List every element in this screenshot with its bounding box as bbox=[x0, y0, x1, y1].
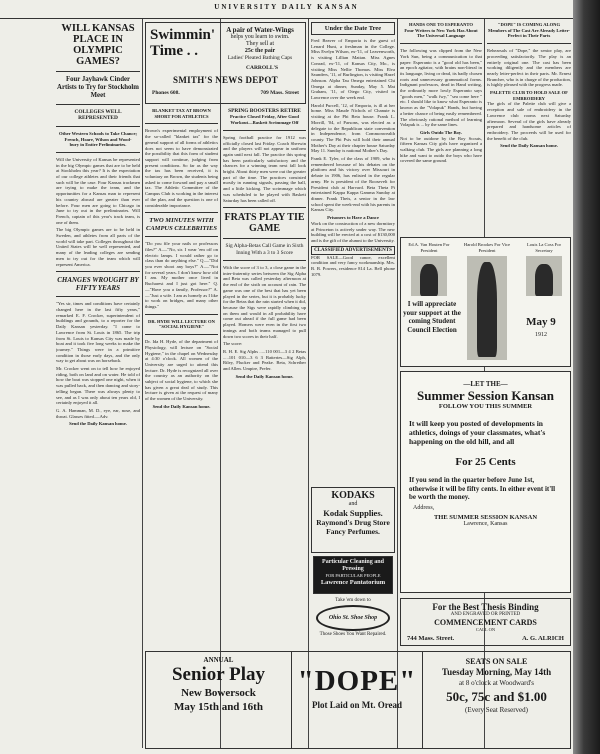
date-tree-body-2: Harold Purcell, '12, of Emporia, is ill at her home. Miss Maude Nichols of Chanute is visiting at the Phi Beta house. Frank L. Morrill, '04, of Parsons, was elected as a delegate to the Republican state convention in Independence, from Commonwealth county. The Phi Psis will hold their annual Mother's Day at their chapter house Saturday May 11. Sunday is national Mother's Day. bbox=[311, 102, 395, 154]
date-tree-body-3: Frank E. Tyler, of the class of 1909, who is remembered because of his debates on the platform and his victory over Missouri in debate in 1906, has enlisted in the regular army. He is president of the Roosevelt for President club at Harvard. Beta Theta Pi entertained Kappa Kappa Gamma Sunday at dinner. Frank Theis, a senior in the law school spent the week-end with his parents in Kansas City. bbox=[311, 156, 395, 213]
cleaning-line-4: Lawrence Pantatorium bbox=[320, 579, 386, 586]
send-home-note: Send the Daily Kansan home. bbox=[69, 421, 127, 427]
dope-title: "DOPE" bbox=[297, 665, 417, 697]
column-rule bbox=[142, 19, 143, 748]
olympic-deck-2: French, Hoare, Wilson and Wood- bbox=[64, 136, 132, 142]
kodak-line-3: Kodak Supplies. bbox=[323, 508, 383, 518]
seats-line-5: (Every Seat Reserved) bbox=[465, 706, 528, 714]
changes-heading: CHANGES WROUGHT BY FIFTY YEARS bbox=[57, 276, 139, 293]
swimmin-headline-1: Swimmin' bbox=[150, 27, 216, 43]
thesis-ad bbox=[400, 598, 571, 646]
ssk-city: Lawrence, Kansas bbox=[463, 520, 508, 527]
cleaning-line-2: Pressing bbox=[342, 566, 364, 572]
swimmin-copy-2: helps you learn to swim. bbox=[230, 34, 290, 40]
ballot-candidate-1: Ed.A. Van Houten For President bbox=[408, 242, 450, 253]
palette-body: The girls of the Palette club will give a reception and sale of embroidery in the Lawrence club rooms next Saturday afternoon. Several of the girls have already prepared and handsome articles of embroidery. The proceeds will be used for the benefit of the club. bbox=[487, 101, 571, 141]
senior-date: May 15th and 16th bbox=[174, 701, 263, 713]
senior-venue: New Bowersock bbox=[181, 687, 256, 699]
dope-news-deck: Members of The Cast Are Already Letter-Perfect in Their Parts bbox=[488, 27, 570, 39]
ssk-body: It will keep you posted of developments in athletics, doings of your classmates, what's happening on the old hill, and all bbox=[409, 419, 546, 446]
shoe-sub: Those Shoes You Want Repaired. bbox=[319, 632, 387, 637]
date-tree-title: Under the Date Tree bbox=[311, 22, 395, 35]
ballot-candidate-2: Harold Brookes For Vice President bbox=[463, 242, 511, 253]
shoe-take: Take 'em down to bbox=[335, 598, 371, 603]
kodak-line-2: and bbox=[348, 501, 358, 507]
date-tree-body-1: Fred Beaver of Emporia is the guest of Lenard Hunt, a freshman in the College. Miss Evelyn Wilson, ex-'11, of Leavenworth, is visiting Lillian Mattan. Miss Agnes Conrad, ex-'11, of Kansas City, Mo., is visiting Miss Nellie Thomas. Miss Elva Saunders, '11, of Burlington, is visiting Hazel Johnson. Alpha Tau Omega entertained Chi Omega at dinner, Sunday, May 5. Mat Graham, '11, of Otego City, visited in Lawrence over the week end. bbox=[311, 38, 395, 101]
column-5-top bbox=[400, 22, 482, 232]
senior-play-ad bbox=[146, 652, 292, 748]
girls-title: Girls Outdo The Boy. bbox=[419, 129, 463, 135]
classified-title: CLASSIFIED ADVERTISEMENTS bbox=[311, 246, 395, 255]
candidate-photo-3 bbox=[526, 256, 562, 296]
column-1 bbox=[56, 19, 140, 754]
frats-score: R. H. E. Sig Alphs .....110 001—3 4 2 Betas .....101 010—3 6 3 Batteries—Sig Alph, Riley, Flucker and Peake. Beta, Schreiber and Allen. Umpire, Prefer. bbox=[223, 348, 306, 372]
column-rule bbox=[220, 19, 221, 748]
send-home-note-2: Send the Daily Kansan home. bbox=[152, 403, 211, 409]
ssk-title: Summer Session Kansan bbox=[416, 388, 554, 403]
ssk-body-2: If you send in the quarter before June 1st, otherwise it will be fifty cents. In either event it'll be worth the money. bbox=[409, 476, 556, 501]
shoe-shop-logo: Ohio St. Shoe Shop bbox=[316, 605, 390, 631]
column-3 bbox=[223, 108, 306, 718]
cleaning-line-3: FOR PARTICULAR PEOPLE bbox=[325, 573, 381, 578]
column-2-body bbox=[145, 108, 218, 718]
swimmin-brand: CARROLL'S bbox=[246, 65, 279, 71]
seats-line-1: SEATS ON SALE bbox=[465, 657, 528, 666]
hyde-body: Dr. Ida H. Hyde, of the department of Physiology, will lecture on "Social Hygiene," in the chapel on Wednesday at 4:30 o'clock. All women of the University are urged to attend this lecture. Dr. Hyde is recognized all over the country as an authority on the subject of social hygiene, to which she has given a great deal of study. This lecture is given at the request of many of the women of the University. bbox=[145, 339, 218, 402]
hyde-title: DR. HYDE WILL LECTURE ON "SOCIAL HYGIENE" bbox=[148, 318, 215, 330]
frats-title: FRATS PLAY TIE GAME bbox=[224, 212, 305, 235]
olympic-subhead: Four Jayhawk Cinder Artists to Try for Stockholm Meet bbox=[57, 76, 139, 99]
esperanto-title: HANDS ONE TO ESPERANTO bbox=[409, 22, 473, 27]
thesis-line-2: AND ENGRAVED OR PRINTED bbox=[450, 612, 521, 617]
prisoners-body: Work on the construction of a new dormitory at Princeton is actively under way. The new building will be erected at a cost of $130,000 and is the gift of the alumni to the University. bbox=[311, 220, 395, 243]
ssk-address-label: Address, bbox=[413, 504, 435, 511]
seats-line-2: Tuesday Morning, May 14th bbox=[441, 667, 552, 677]
dope-news-body: Rehearsals of "Dope," the senior play, are proceeding satisfactorily. The play is an entirely original one. The cast has been working diligently and the members are nearly letter-perfect in their parts. Mr. Ernest Bruncher, who is in charge of the production, is highly pleased with the progress made. bbox=[487, 48, 571, 88]
send-home-note-6: Send the Daily Kansan home. bbox=[500, 143, 558, 149]
cleaning-ad bbox=[313, 556, 393, 594]
kodak-ad bbox=[311, 487, 395, 553]
ballot-ad bbox=[400, 237, 571, 367]
olympic-body-1: Will the University of Kansas be represented in the big Olympic games that are to be held at Stockholm this year? It is the expectation of our college athletes and their friends that such will be the case. Four Kansas trackmen are trying to make the team, and the opportunities for a Kansas man to represent his country abroad are greater than ever before. Four men are going to Chicago in June to try out in the preliminaries. Will French, captain of this year's track team, is one of them. bbox=[56, 156, 140, 225]
olympic-deck-3: bury in Entire Preliminaries. bbox=[69, 142, 127, 148]
page-binding-shadow bbox=[573, 0, 600, 754]
olympic-deck-1: Other Western Schools to Take Chance; bbox=[58, 130, 138, 136]
kodak-line-1: KODAKS bbox=[331, 490, 375, 501]
frats-deck: Sig Alpha-Betas Call Game in Sixth Inning With a 3 to 3 Score bbox=[225, 243, 304, 256]
senior-annual: ANNUAL bbox=[203, 656, 234, 664]
thesis-name: A. G. ALRICH bbox=[522, 635, 564, 642]
frats-body: With the score of 3 to 3, a close game in the inter-fraternity series between the Sig Alpha and Beta was called yesterday afternoon at the end of the sixth on account of rain. The game was one of the best that has yet been played in the series, but it is probably lucky for the Betas that the rain started when it did, because the Sigs were rapidly climbing up on them and would in all probability have come out ahead if the full game had been played. Homers were even in the first two innings and both teams managed to pull down two scores in their half. bbox=[223, 265, 306, 339]
esperanto-deck: Four Writers to New York Has About The Universal Language bbox=[404, 27, 478, 39]
dope-news-title: "DOPE" IS COMING ALONG bbox=[497, 22, 561, 27]
girls-body: Not to be outdone by the Boy Scouts, fifteen Kansas City girls have organized a walking club. The girls are planning a long hike and want to outdo the boys who have covered the same ground. bbox=[400, 135, 482, 164]
changes-body-1: "Yes sir, times and conditions have certainly changed here in the last fifty years," remarked E. F. Crocker, superintendent of buildings and grounds, to a reporter for the Daily Kansan yesterday. "I came to Lawrence from St. Louis in 1865. The trip from St. Louis to Kansas City was made by boat and it took five long weeks to make the journey." Things were in a primitive condition in those early days, and the only way to get about was on horseback. bbox=[56, 301, 140, 364]
thesis-address: 744 Mass. Street. bbox=[407, 635, 455, 642]
ballot-appeal: I will appreciate your support at the coming Student Council Election bbox=[403, 300, 461, 334]
column-rule bbox=[308, 19, 309, 748]
swimmin-store: SMITH'S NEWS DEPOT bbox=[173, 75, 278, 85]
ssk-name: THE SUMMER SESSION KANSAN bbox=[433, 513, 538, 521]
shoe-shop-ad bbox=[311, 598, 395, 646]
kodak-line-5: Fancy Perfumes. bbox=[326, 527, 380, 536]
senior-title: Senior Play bbox=[171, 664, 266, 685]
frats-score-label: The score: bbox=[223, 341, 243, 347]
olympic-body-2: The big Olympic games are to be held in Sweden, and athletes from all parts of the world will take part. Colleges throughout the United States will be well represented, and many of the leading colleges are sending men to try out for the team which will represent America. bbox=[56, 227, 140, 267]
swimmin-phone: Phones 608. bbox=[152, 90, 180, 96]
seats-line-3: at 8 o'clock at Woodward's bbox=[459, 679, 534, 687]
summer-session-ad bbox=[400, 371, 571, 593]
kodak-line-4: Raymond's Drug Store bbox=[316, 518, 390, 527]
thesis-line-4: CALL ON bbox=[475, 627, 496, 632]
esperanto-body: The following was clipped from the New York Sun, being a communication to that paper: Esperanto is a "good old has been," an epoch agitator, with brains non-literal in its language, living or dead, its badly chosen roots and unnecessary grammatical forms. Indignant professors, dead in Hand writing, the ordinarily more lowly Esperanto says "goods men," "walk fwy," "sea come here " etc. I should like to know what Esperanto is known as the "Volapuk" Hands, but having a better chance of being easily remembered. The obviously rational method of learning Volapuk is ... by the same lines. bbox=[400, 48, 482, 128]
column-6-top bbox=[487, 22, 571, 232]
thesis-line-3: COMMENCEMENT CARDS bbox=[434, 618, 537, 627]
masthead bbox=[0, 0, 573, 19]
seats-ad bbox=[423, 652, 570, 748]
swimmin-copy-3: They sell at bbox=[246, 41, 274, 47]
spring-body: Spring football practice for 1912 was officially closed last Friday. Coach Sherwin and the players will not appear in uniform again until next fall. The practice this spring has been particularly satisfactory and the chances for a winning team next fall look bright. About thirty men were out the greater part of the time. The practices consisted mostly in running signals, passing the ball, and a little kicking. The scrimmage which was scheduled to be played with Baskett Saturday has been called off. bbox=[223, 134, 306, 203]
candidate-photo-1 bbox=[411, 256, 447, 296]
olympic-kicker: COLLEGES WELL REPRESENTED bbox=[74, 109, 122, 122]
column-rule bbox=[397, 19, 398, 748]
palette-title: PALETTE CLUB TO HOLD SALE OF EMBROIDERY bbox=[490, 90, 568, 101]
blanket-tax-title: BLANKET TAX AT BROWN SHORT FOR ATHLETICS bbox=[152, 108, 211, 119]
ballot-date-1: May 9 bbox=[526, 316, 556, 328]
hamman-ad: G. A. Hamman, M. D., eye, ear, nose, and throat. Glasses fitted.—Adv. bbox=[56, 407, 140, 419]
olympic-headline: WILL KANSAS PLACE IN OLYMPIC GAMES? bbox=[61, 23, 135, 67]
ssk-price: For 25 Cents bbox=[455, 456, 516, 468]
swimmin-copy-4: 25c the pair bbox=[244, 48, 276, 54]
dope-sub: Plot Laid on Mt. Oread bbox=[311, 700, 403, 710]
send-home-note-3: Send the Daily Kansan home. bbox=[235, 373, 294, 379]
swimmin-address: 709 Mass. Street bbox=[260, 90, 299, 96]
ssk-follow: FOLLOW YOU THIS SUMMER bbox=[438, 403, 533, 410]
ballot-candidate-3: Louis La Coss For Secretary bbox=[526, 242, 562, 253]
changes-body-2: Mr. Crocker went on to tell how he enjoyed riding, both on land and on water. He told of how the boat was stopped one night, when it was pulled back, and then dancing and story-telling began. There was always plenty to see, and as I was only about ten years old, I certainly enjoyed it all. bbox=[56, 366, 140, 406]
cleaning-line-1: Particular Cleaning and bbox=[322, 559, 384, 565]
masthead-title: UNIVERSITY DAILY KANSAN bbox=[214, 3, 359, 11]
blanket-tax-body: Brown's experimental employment of the so-called "blanket tax" for the general support of all forms of athletics does not seem to have demonstrated the possibility that this form of student support will continue, judging from present conditions. So far as the way the tax has been received, it is voluntary on Brown, the students being asked to come forward and pay a small tax. The Athletic Committee of the Campus Club is working in the interest of the plan, and the question is one of considerable importance. bbox=[145, 128, 218, 208]
swimmin-ad bbox=[145, 22, 306, 104]
senior-play-band bbox=[145, 651, 571, 749]
spring-title: SPRING BOOSTERS RETIRE bbox=[228, 108, 301, 114]
swimmin-copy-1: A pair of Water-Wings bbox=[226, 26, 294, 34]
spring-deck: Practice Closed Friday, After Good Workout—Baskett Scrimmage Off bbox=[230, 114, 299, 126]
seats-line-4: 50c, 75c and $1.00 bbox=[446, 689, 547, 704]
celebrities-title: TWO MINUTES WITH CAMPUS CELEBRITIES bbox=[146, 217, 217, 232]
celebrities-body: "Do you file your nails or professors files?" A.—"No, sir. I wear 'em off on electric lamps. I would rather go to class than do anything else." Q.—"Did you ever shoot any boys?" A.—"Not for several years. I don't know how old I am. My mother once lived in Bucharest and I just got here." Q.—"Have you a family, Professor?" A.—"Just a wife. I am as homely as I like to work on bridges, and many other things." bbox=[145, 241, 218, 309]
ssk-let: —LET THE— bbox=[463, 380, 508, 388]
swimmin-headline-2: Time . . bbox=[150, 43, 199, 59]
thesis-line-1: For the Best Thesis Binding bbox=[432, 602, 539, 612]
dope-ad bbox=[292, 652, 423, 748]
classified-body: FOR SALE—Good canoe, excellent condition and very fancy workmanship. Mrs. B. B. Powers, residence 814 La. Bell phone 1079. bbox=[311, 254, 395, 277]
prisoners-title: Prisoners to Have a Dance bbox=[327, 215, 379, 221]
swimmin-copy-5: Ladies' Pleated Bathing Caps bbox=[227, 55, 293, 61]
ballot-date-2: 1912 bbox=[535, 332, 547, 338]
candidate-photo-2 bbox=[467, 256, 507, 360]
